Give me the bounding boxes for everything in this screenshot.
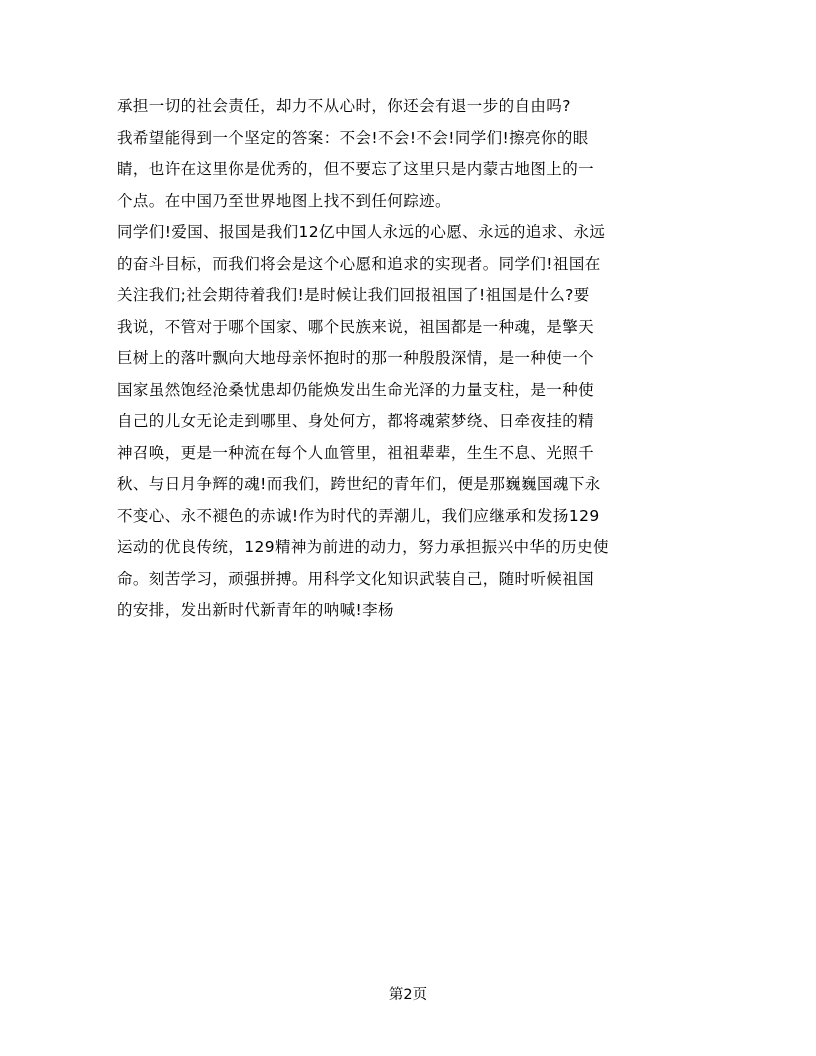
- text-line: 个点。在中国乃至世界地图上找不到任何踪迹。: [117, 191, 451, 210]
- text-line: 国家虽然饱经沧桑忧患却仍能焕发出生命光泽的力量支柱，是一种使: [117, 380, 595, 399]
- text-line: 我说，不管对于哪个国家、哪个民族来说，祖国都是一种魂，是擎天: [117, 317, 595, 336]
- page-number: 第2页: [388, 987, 428, 1003]
- text-line: 巨树上的落叶飘向大地母亲怀抱时的那一种殷殷深情，是一种使一个: [117, 349, 595, 367]
- text-line: 不变心、永不褪色的赤诚!作为时代的弄潮儿，我们应继承和发扬129: [117, 506, 600, 525]
- text-line: 神召唤，更是一种流在每个人血管里，祖祖辈辈，生生不息、光照千: [117, 443, 595, 462]
- text-line: 承担一切的社会责任，却力不从心时，你还会有退一步的自由吗?: [117, 97, 571, 115]
- text-line: 秋、与日月争辉的魂!而我们，跨世纪的青年们，便是那巍巍国魂下永: [117, 475, 601, 493]
- text-line: 自己的儿女无论走到哪里、身处何方，都将魂萦梦绕、日牵夜挂的精: [117, 412, 595, 430]
- text-line: 同学们!爱国、报国是我们12亿中国人永远的心愿、永远的追求、永远: [117, 223, 606, 241]
- body-text: [117, 91, 697, 627]
- text-line: 运动的优良传统，129精神为前进的动力，努力承担振兴中华的历史使: [117, 538, 609, 556]
- text-line: 的安排，发出新时代新青年的呐喊!李杨: [117, 601, 394, 619]
- text-line: 命。刻苦学习，顽强拼搏。用科学文化知识武装自己，随时听候祖国: [117, 569, 595, 588]
- text-line: 我希望能得到一个坚定的答案：不会!不会!不会!同学们!擦亮你的眼: [117, 128, 589, 147]
- text-line: 睛，也许在这里你是优秀的，但不要忘了这里只是内蒙古地图上的一: [117, 160, 595, 178]
- text-line: 关注我们;社会期待着我们!是时候让我们回报祖国了!祖国是什么?要: [117, 286, 590, 304]
- text-line: 的奋斗目标，而我们将会是这个心愿和追求的实现者。同学们!祖国在: [117, 254, 601, 273]
